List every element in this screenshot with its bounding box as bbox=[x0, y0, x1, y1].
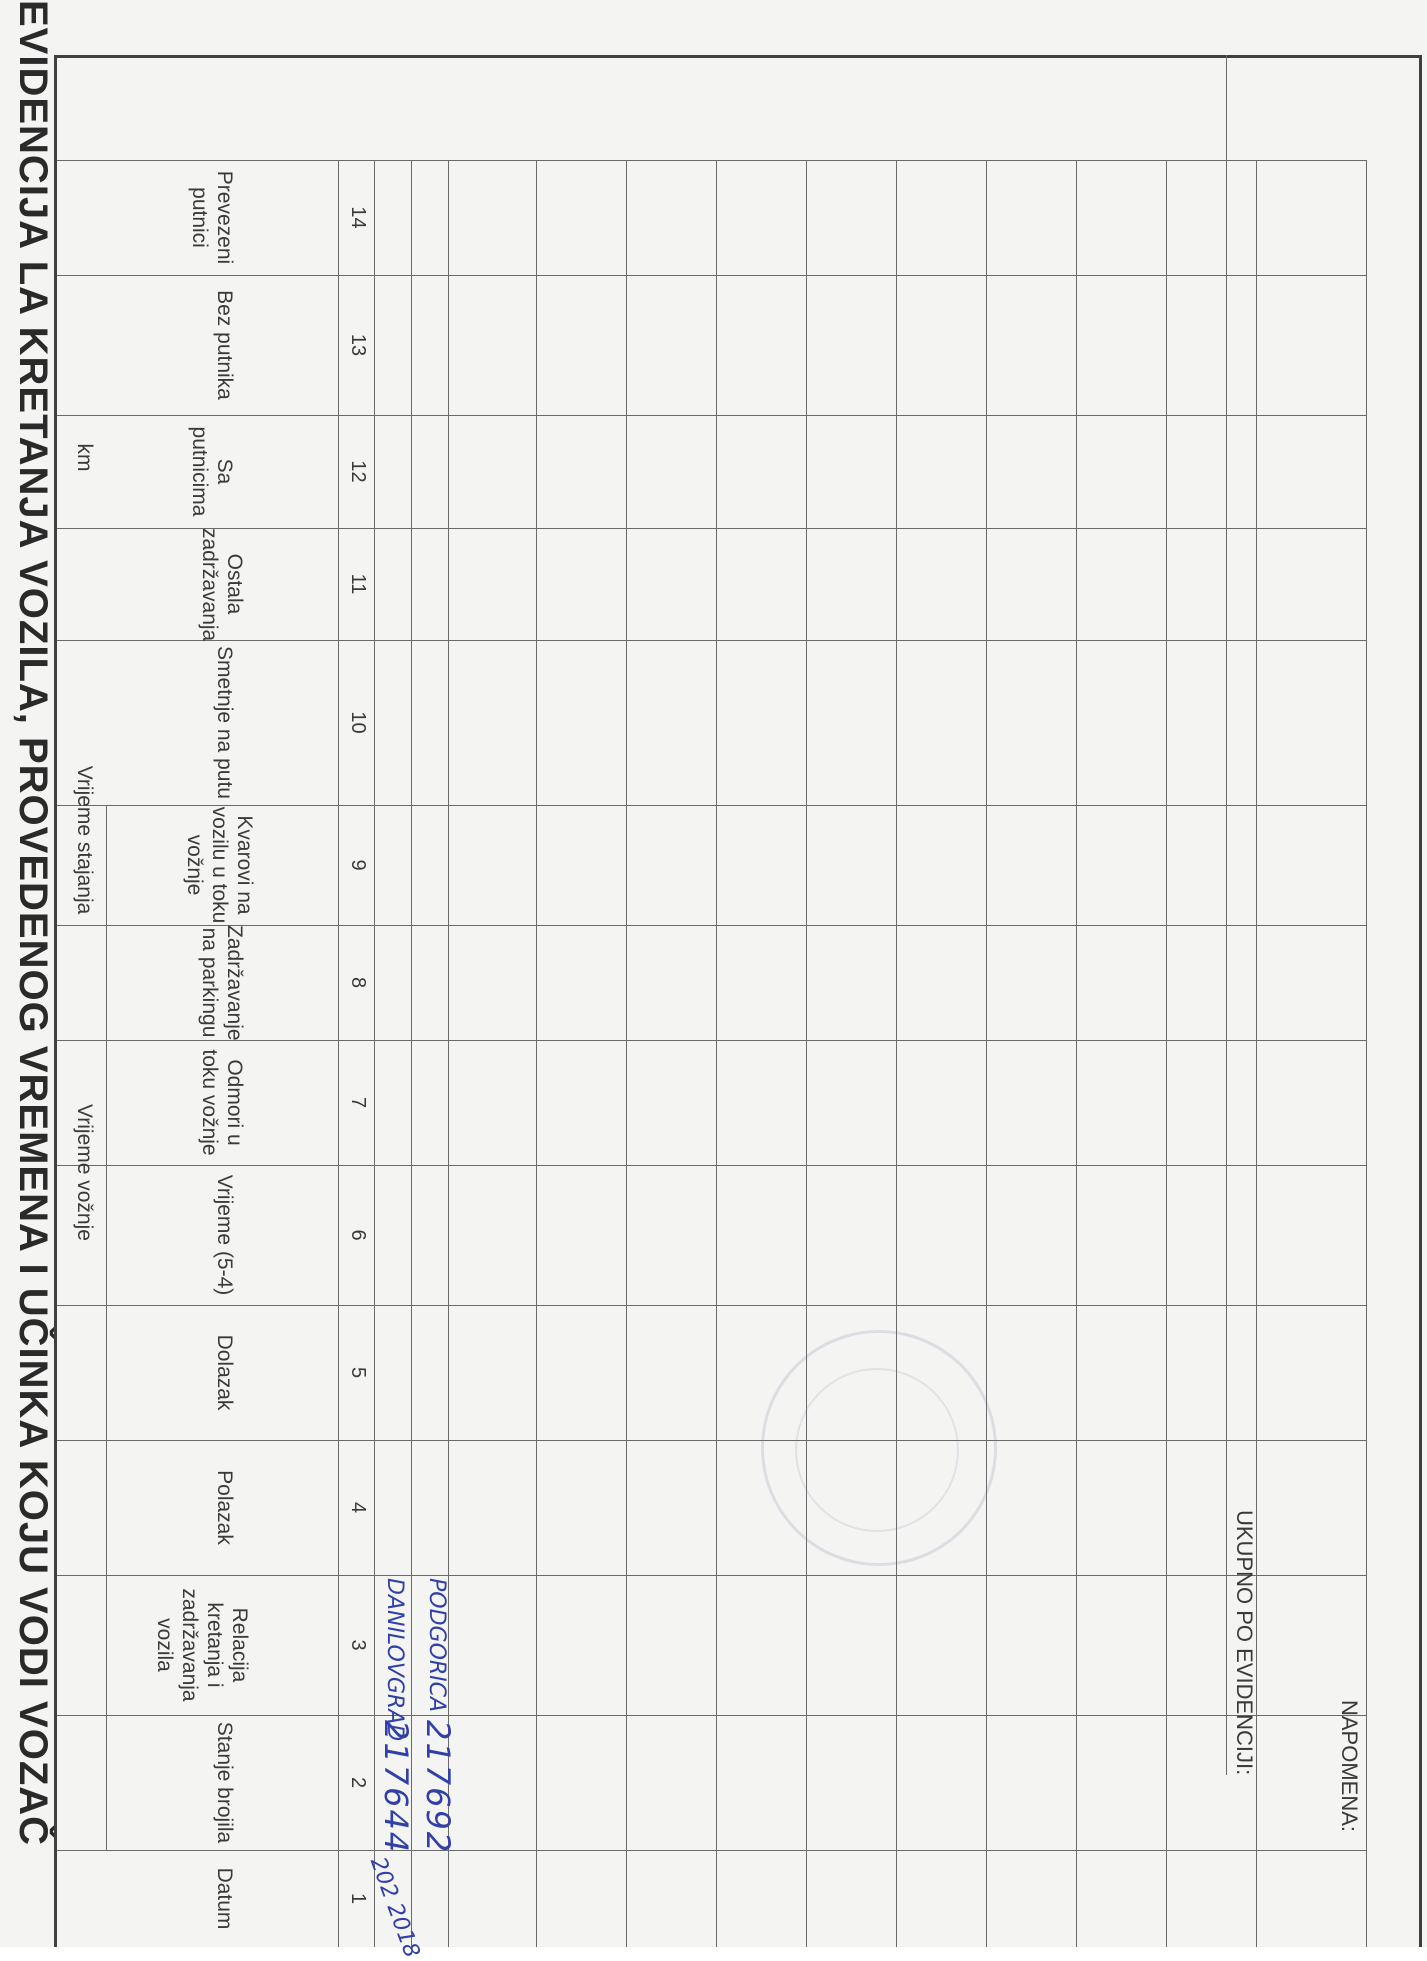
col-number: 4 bbox=[347, 1501, 369, 1514]
col-number: 10 bbox=[347, 711, 369, 734]
col-line bbox=[57, 1850, 1367, 1851]
col-line bbox=[57, 160, 1367, 161]
col-number: 6 bbox=[347, 1229, 369, 1241]
frame-top bbox=[54, 55, 57, 1947]
col-header-stanje-brojila: Stanje brojila bbox=[213, 1721, 236, 1844]
col-header-ostala: Ostala zadržavanja bbox=[198, 528, 246, 642]
footer-line bbox=[1226, 55, 1227, 1775]
row-line bbox=[626, 160, 627, 1947]
col-line bbox=[57, 1575, 1367, 1576]
total-label: UKUPNO PO EVIDENCIJI: bbox=[1232, 1510, 1257, 1776]
col-header-bez-putnika: Bez putnika bbox=[213, 290, 236, 400]
col-header-datum: Datum bbox=[213, 1867, 236, 1930]
col-header-relacija: Relacija kretanja i zadržavanja vozila bbox=[153, 1588, 251, 1702]
row-line bbox=[411, 160, 412, 1947]
group-km: km bbox=[73, 443, 96, 472]
col-header-sa-putnicima: Sa putnicima bbox=[188, 426, 236, 517]
col-header-zadrzavanje-parking: Zadržavanje na parkingu bbox=[198, 925, 246, 1041]
col-header-odmori: Odmori u toku vožnje bbox=[198, 1049, 246, 1156]
col-line bbox=[57, 415, 1367, 416]
col-header-dolazak: Dolazak bbox=[213, 1334, 236, 1411]
col-number: 9 bbox=[347, 859, 369, 871]
frame-bottom bbox=[1419, 55, 1422, 1947]
row-line bbox=[716, 160, 717, 1947]
col-header-prevezeni: Prevezeni putnici bbox=[188, 170, 236, 265]
col-line bbox=[57, 528, 1367, 529]
entry-relation: PODGORICA bbox=[424, 1578, 449, 1713]
row-line bbox=[986, 160, 987, 1947]
group-vrijeme-stajanja: Vrijeme stajanja bbox=[73, 765, 96, 915]
col-line bbox=[57, 1305, 1367, 1306]
col-number: 1 bbox=[347, 1892, 369, 1905]
col-header-vrijeme: Vrijeme (5-4) bbox=[213, 1174, 236, 1296]
col-header-polazak: Polazak bbox=[213, 1470, 236, 1545]
row-line bbox=[896, 160, 897, 1947]
col-line bbox=[57, 1440, 1367, 1441]
row-line bbox=[536, 160, 537, 1947]
frame-left bbox=[57, 55, 1422, 58]
col-number: 3 bbox=[347, 1639, 369, 1651]
col-line bbox=[57, 1715, 1367, 1716]
entry-odometer: 217644 bbox=[377, 1720, 415, 1855]
col-line bbox=[57, 1040, 1367, 1041]
col-line bbox=[57, 925, 1367, 926]
col-line bbox=[57, 275, 1367, 276]
col-line bbox=[57, 1165, 1367, 1166]
entry-odometer: 217692 bbox=[419, 1720, 457, 1855]
col-line bbox=[57, 640, 1367, 641]
note-label: NAPOMENA: bbox=[1337, 1700, 1362, 1833]
col-number: 2 bbox=[347, 1776, 369, 1789]
col-number: 13 bbox=[347, 333, 369, 357]
col-header-smetnje: Smetnje na putu bbox=[213, 646, 236, 799]
row-line bbox=[1166, 160, 1167, 1947]
col-number: 12 bbox=[347, 460, 369, 483]
number-row-line bbox=[374, 160, 375, 1947]
col-number: 11 bbox=[347, 573, 369, 595]
col-number: 8 bbox=[347, 976, 369, 989]
group-line bbox=[106, 805, 107, 1850]
faded-stamp bbox=[761, 1330, 997, 1566]
row-line bbox=[1076, 160, 1077, 1947]
col-header-kvarovi: Kvarovi na vozilu u toku vožnje bbox=[183, 806, 256, 924]
row-line bbox=[806, 160, 807, 1947]
form-title: EVIDENCIJA LA KRETANJA VOZILA, PROVEDENOG VREMENA I UČINKA KOJU VODI VOZAČ bbox=[11, 0, 55, 1847]
entry-relation: DANILOVGRAD bbox=[382, 1578, 407, 1742]
col-number: 5 bbox=[347, 1366, 369, 1379]
row-line bbox=[1366, 160, 1367, 1947]
col-number: 14 bbox=[347, 206, 369, 229]
col-number: 7 bbox=[347, 1096, 369, 1109]
header-line bbox=[338, 160, 339, 1947]
group-vrijeme-voznje: Vrijeme vožnje bbox=[73, 1104, 96, 1241]
entry-date: 202 2018 bbox=[364, 1853, 425, 1961]
